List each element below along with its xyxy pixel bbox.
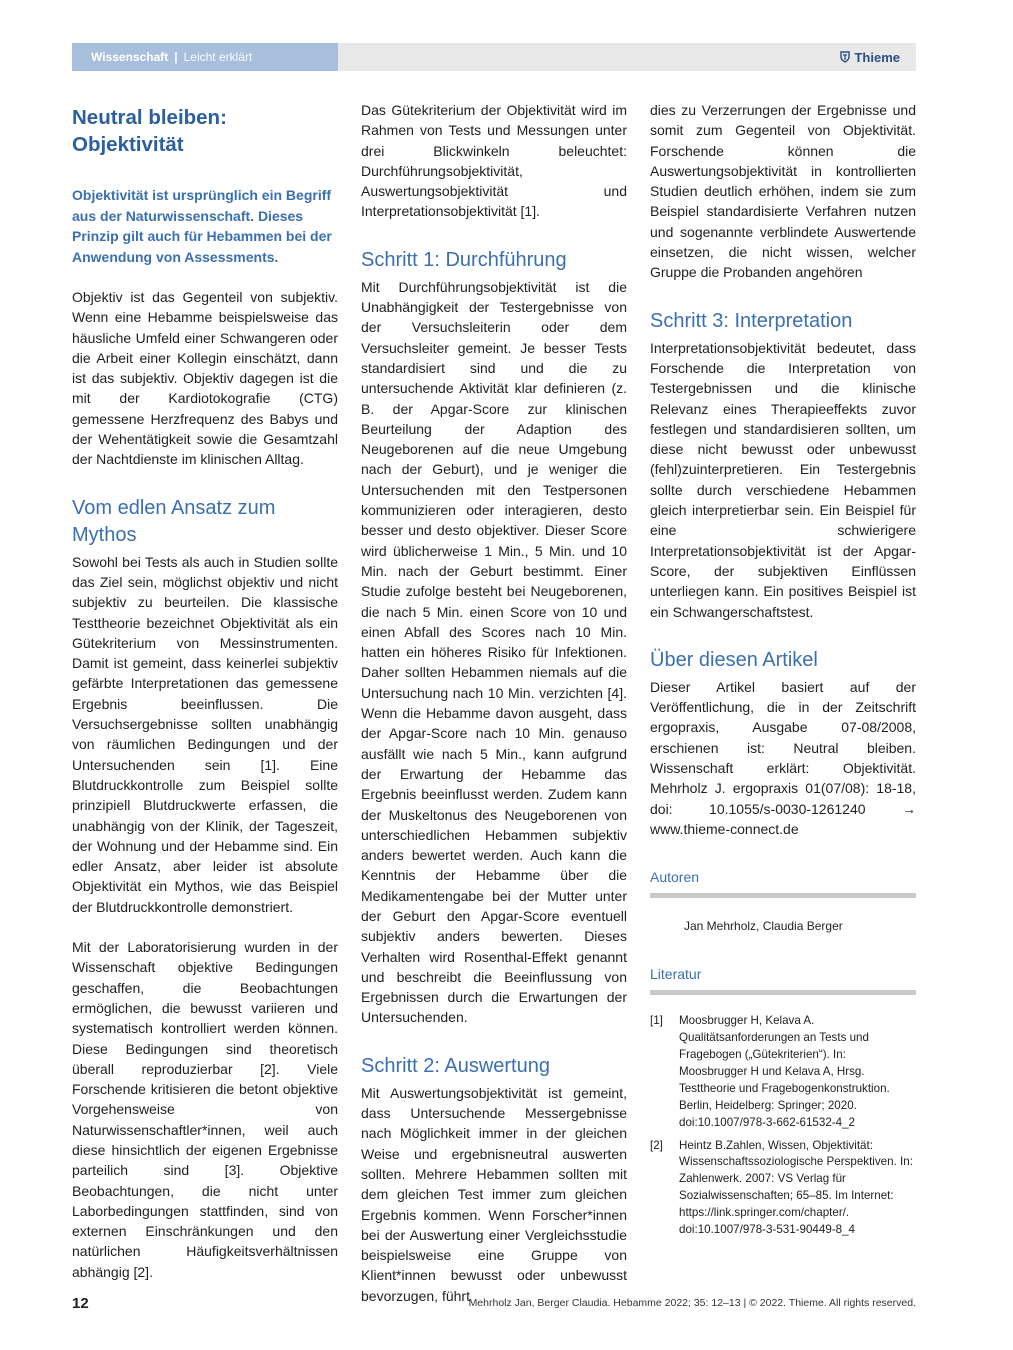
references-label: Literatur	[650, 966, 702, 983]
section-separator: |	[174, 50, 178, 64]
section-name: Wissenschaft	[91, 50, 169, 64]
paragraph-verzerrungen: dies zu Verzerrungen der Ergebnisse und somit zum Gegenteil von Objektivität. Forschende können die Auswertungsobjektivität in kontrollierten Studien deutlich erhöhen, indem sie zum Beispiel standardisierte Verfahren nutzen und sogenannte verblindete Auswertende einsetzen, die nicht wissen, welcher Gruppe die Probanden angehören	[650, 102, 916, 281]
article-title-line-2: Objektivität	[72, 133, 184, 156]
running-header	[72, 43, 916, 71]
publisher-logo	[840, 43, 900, 71]
reference-text: Heintz B.Zahlen, Wissen, Objektivität: Wissenschaftssoziologische Perspektiven. In: Zahlenwerk. 2007: VS Verlag für Sozialwissenschaften; 65–85. Im Internet: https://link.springer.com/chapter/. doi:10.1007/978-3-531-90449-8_4	[679, 1138, 913, 1237]
subsection-name: Leicht erklärt	[183, 50, 253, 64]
references-rule	[650, 990, 916, 995]
paragraph-intro: Objektiv ist das Gegenteil von subjektiv. Wenn eine Hebamme beispielsweise das häusliche Umfeld einer Schwangeren oder die Arbeit einer Kollegin einschätzt, dann ist das subjektiv. Objektiv dagegen ist die mit der Kardiotokografie (CTG) gemessene Herzfrequenz des Babys und der Wehentätigkeit sowie die Gesamtzahl der Nachtdienste im klinischen Alltag.	[72, 289, 338, 468]
paragraph-ueber-artikel: Dieser Artikel basiert auf der Veröffentlichung, die in der Zeitschrift ergopraxis, Ausgabe 07-08/2008, erschienen ist: Neutral bleiben. Wissenschaft erklärt: Objektivität. Mehrholz J. ergopraxis 01(07/08): 18-18, doi: 10.1055/s-0030-1261240 → www.thieme-connect.de	[650, 678, 916, 837]
heading-mythos: Vom edlen Ansatz zum Mythos	[72, 496, 276, 546]
authors-label: Autoren	[650, 869, 700, 886]
paragraph-laboratorisierung: Mit der Laboratorisierung wurden in der Wissenschaft objektive Bedingungen geschaffen, die Beobachtungen ermöglichen, die bewusst variieren und systematisch kontrolliert werden können. Diese Bedingungen sind theoretisch überall reproduzierbar [2]. Viele Forschende kritisieren die betont objektive Vorgehensweise von Naturwissenschaftler*innen, weil auch diese hinsichtlich der eigenen Ergebnisse parteilich sind [3]. Objektive Beobachtungen, die nicht unter Laborbedingungen stattfinden, sind von externen Einschränkungen und den natürlichen Häufigkeitsverhältnissen abhängig [2].	[72, 939, 338, 1280]
paragraph-guetekriterium: Das Gütekriterium der Objektivität wird im Rahmen von Tests und Messungen unter drei Blickwinkeln beleuchtet: Durchführungsobjektivität, Auswertungsobjektivität und Interpretationsobjektivität [1].	[361, 102, 627, 220]
paragraph-auswertung: Mit Auswertungsobjektivität ist gemeint, dass Untersuchende Messergebnisse nach Möglichkeit immer in der gleichen Weise und ergebnisneutral auswerten sollten. Mehrere Hebammen sollten mit dem gleichen Test immer zum gleichen Ergebnis kommen. Wenn Forscher*innen bei der Auswertung einer Vergleichsstudie beispielsweise eine Gruppe von Klient*innen bewusst oder unbewusst bevorzugen, führt	[361, 1084, 627, 1304]
heading-schritt-1: Schritt 1: Durchführung	[361, 248, 567, 271]
reference-text: Moosbrugger H, Kelava A. Qualitätsanforderungen an Tests und Fragebogen („Gütekriterien“). In: Moosbrugger H und Kelava A, Hrsg. Testtheorie und Fragebogenkonstruktion. Berlin, Heidelberg: Springer; 2020. doi:10.1007/978-3-662-61532-4_2	[679, 1014, 890, 1129]
reference-number: [2]	[650, 1138, 663, 1152]
reference-item	[650, 1013, 916, 1131]
reference-item	[650, 1138, 916, 1239]
section-label	[72, 43, 338, 71]
heading-schritt-3: Schritt 3: Interpretation	[650, 309, 853, 332]
thieme-shield-icon	[840, 51, 850, 63]
article-title-line-1: Neutral bleiben:	[72, 106, 227, 129]
heading-ueber-artikel: Über diesen Artikel	[650, 648, 818, 671]
column-3	[650, 100, 916, 1245]
paragraph-durchfuehrung: Mit Durchführungsobjektivität ist die Unabhängigkeit der Testergebnisse von der Versuchsleiterin oder dem Versuchsleiter gemeint. Je besser Tests standardisiert sind und die zu untersuchende Aktivität klar definieren (z. B. der Apgar-Score zur klinischen Beurteilung der Adaption des Neugeborenen auf die neue Umgebung nach der Geburt), und je weniger die Untersuchenden mit den Testpersonen kommunizieren oder interagieren, desto besser und desto objektiver. Dieser Score wird üblicherweise 1 Min., 5 Min. und 10 Min. nach der Geburt bestimmt. Einer Studie zufolge besteht bei Neugeborenen, die nach 5 Min. einen Score von 10 und einen Abfall des Scores nach 10 Min. hatten ein höheres Risiko für Infektionen. Daher sollten Hebammen niemals auf die Untersuchung nach 10 Min. verzichten [4]. Wenn die Hebamme davon ausgeht, dass der Apgar-Score nach 10 Min. genauso ausfällt wie nach 5 Min., kann aufgrund der Erwartung der Hebamme das Ergebnis beeinflusst werden. Zudem kann der Muskeltonus des Neugeborenen von unterschiedlichen Hebammen subjektiv anders bewertet werden. Auch kann die Kenntnis der Hebamme über die Medikamentengabe bei der Mutter unter der Geburt den Apgar-Score eventuell subjektiv anders bewerten. Dieses Verhalten wird Rosenthal-Effekt genannt und beschreibt die Beeinflussung von Ergebnissen durch die Erwartungen der Untersuchenden.	[361, 278, 627, 1026]
reference-number: [1]	[650, 1014, 663, 1028]
authors-rule	[650, 893, 916, 898]
column-1	[72, 100, 338, 1282]
paragraph-mythos: Sowohl bei Tests als auch in Studien sollte das Ziel sein, möglichst objektiv und nicht subjektiv zu beurteilen. Die klassische Testtheorie bezeichnet Objektivität als ein Gütekriterium von Messinstrumenten. Damit ist gemeint, dass keinerlei subjektiv gefärbte Interpretationen das gemessene Ergebnis beeinflussen. Die Versuchsergebnisse sollten unabhängig von räumlichen Bedingungen und der Untersuchenden sein [1]. Eine Blutdruckkontrolle zum Beispiel sollte prinzipiell Blutdruckwerte erfassen, die unabhängig von der Klinik, der Tageszeit, der Wohnung und der Hebamme sind. Ein edler Ansatz, aber leider ist absolute Objektivität ein Mythos, wie das Beispiel der Blutdruckkontrolle demonstriert.	[72, 553, 338, 915]
publisher-name: Thieme	[854, 49, 900, 65]
references-list	[650, 1013, 916, 1239]
column-2	[361, 100, 627, 1306]
paragraph-interpretation: Interpretationsobjektivität bedeutet, dass Forschende die Interpretation von Testergebnissen und die klinische Relevanz eines Therapieeffekts zuvor festlegen und standardisieren sollten, um diese nicht bewusst oder unbewusst (fehl)zuinterpretieren. Ein Testergebnis sollte durch verschiedene Hebammen gleich interpretierbar sein. Ein Beispiel für eine schwierigere Interpretationsobjektivität ist der Apgar-Score, der subjektiven Einflüssen unterliegen kann. Ein positives Beispiel ist ein Schwangerschaftstest.	[650, 339, 916, 620]
article-title	[72, 104, 338, 158]
authors-list: Jan Mehrholz, Claudia Berger	[684, 919, 843, 934]
heading-schritt-2: Schritt 2: Auswertung	[361, 1054, 550, 1077]
page-number: 12	[72, 1295, 89, 1312]
article-lead: Objektivität ist ursprünglich ein Begriff aus der Naturwissenschaft. Dieses Prinzip gilt auch für Hebammen bei der Anwendung von Assessments.	[72, 187, 332, 265]
footer-citation: Mehrholz Jan, Berger Claudia. Hebamme 2022; 35: 12–13 | © 2022. Thieme. All rights reserved.	[468, 1297, 916, 1309]
